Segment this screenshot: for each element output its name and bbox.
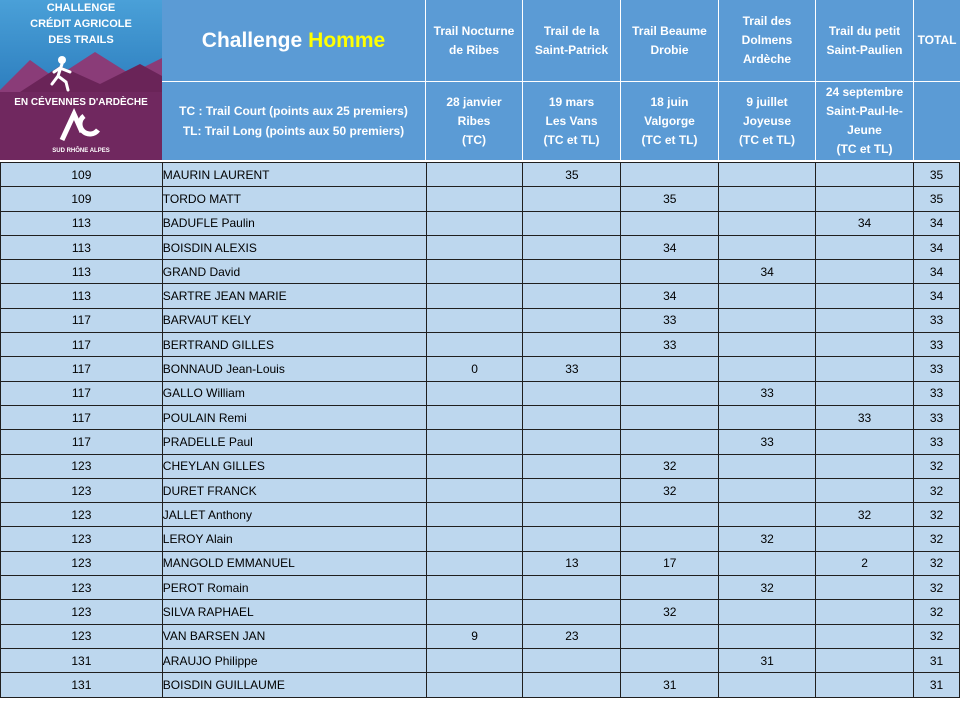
event-2-points-cell — [523, 527, 621, 551]
rank-cell: 117 — [1, 333, 163, 357]
event-5-points-cell — [816, 527, 914, 551]
total-points-cell: 33 — [913, 308, 959, 332]
event-1-details — [426, 82, 523, 160]
table-row — [1, 673, 960, 697]
event-4-points-cell — [719, 235, 816, 259]
event-4-points-cell — [719, 478, 816, 502]
event-5-points-cell: 2 — [816, 551, 914, 575]
rank-cell: 109 — [1, 163, 163, 187]
event-4-points-cell — [719, 624, 816, 648]
rank-cell: 117 — [1, 405, 163, 429]
event-3-points-cell: 33 — [621, 308, 719, 332]
event-1-points-cell — [426, 260, 523, 284]
event-4-points-cell — [719, 308, 816, 332]
rank-cell: 123 — [1, 503, 163, 527]
athlete-name-cell: BADUFLE Paulin — [162, 211, 426, 235]
event-1-points-cell — [426, 284, 523, 308]
event-2-points-cell — [523, 478, 621, 502]
event-1-points-cell — [426, 648, 523, 672]
event-4-points-cell — [719, 551, 816, 575]
logo-line-3: DES TRAILS — [48, 34, 114, 46]
rank-cell: 123 — [1, 600, 163, 624]
event-4-points-cell — [719, 600, 816, 624]
total-points-cell: 33 — [913, 381, 959, 405]
event-4-points-cell: 33 — [719, 430, 816, 454]
rank-cell: 113 — [1, 260, 163, 284]
table-header — [0, 0, 960, 160]
total-points-cell: 34 — [913, 235, 959, 259]
event-3-points-cell: 17 — [621, 551, 719, 575]
rank-cell: 117 — [1, 357, 163, 381]
title-main: Challenge — [201, 28, 303, 52]
total-points-cell: 32 — [913, 624, 959, 648]
athlete-name-cell: BERTRAND GILLES — [162, 333, 426, 357]
legend-tl: TL: Trail Long (points aux 50 premiers) — [182, 124, 405, 138]
rank-cell: 123 — [1, 576, 163, 600]
event-4-points-cell — [719, 405, 816, 429]
total-points-cell: 31 — [913, 648, 959, 672]
table-row — [1, 405, 960, 429]
event-1-name: Trail Nocturne de Ribes — [426, 0, 523, 82]
event-3-details — [621, 82, 719, 160]
total-points-cell: 32 — [913, 478, 959, 502]
event-5-points-cell: 34 — [816, 211, 914, 235]
event-4-type: (TC et TL) — [739, 132, 795, 147]
event-3-points-cell: 32 — [621, 454, 719, 478]
athlete-name-cell: PRADELLE Paul — [162, 430, 426, 454]
rank-cell: 117 — [1, 430, 163, 454]
event-4-points-cell: 31 — [719, 648, 816, 672]
athlete-name-cell: GALLO William — [162, 381, 426, 405]
logo-bank: SUD RHÔNE ALPES — [52, 148, 110, 154]
event-3-points-cell — [621, 357, 719, 381]
table-row — [1, 576, 960, 600]
athlete-name-cell: GRAND David — [162, 260, 426, 284]
event-4-points-cell — [719, 357, 816, 381]
rank-cell: 113 — [1, 211, 163, 235]
event-5-points-cell — [816, 235, 914, 259]
event-5-place: Saint-Paul-le-Jeune — [826, 104, 903, 137]
event-5-points-cell — [816, 673, 914, 697]
table-row — [1, 624, 960, 648]
athlete-name-cell: BOISDIN GUILLAUME — [162, 673, 426, 697]
event-1-place: Ribes — [457, 113, 491, 128]
event-3-name: Trail Beaume Drobie — [621, 0, 719, 82]
event-4-points-cell: 32 — [719, 527, 816, 551]
event-2-points-cell — [523, 211, 621, 235]
athlete-name-cell: SILVA RAPHAEL — [162, 600, 426, 624]
event-3-points-cell: 35 — [621, 187, 719, 211]
athlete-name-cell: TORDO MATT — [162, 187, 426, 211]
event-3-points-cell — [621, 260, 719, 284]
event-2-points-cell: 13 — [523, 551, 621, 575]
event-5-points-cell — [816, 357, 914, 381]
event-2-place: Les Vans — [545, 113, 598, 128]
standings-rows — [1, 163, 960, 698]
event-1-points-cell — [426, 405, 523, 429]
event-2-points-cell — [523, 260, 621, 284]
event-4-details — [719, 82, 816, 160]
event-5-type: (TC et TL) — [836, 142, 893, 156]
event-4-points-cell — [719, 187, 816, 211]
table-row — [1, 551, 960, 575]
rank-cell: 113 — [1, 284, 163, 308]
rank-cell: 131 — [1, 673, 163, 697]
event-1-points-cell — [426, 600, 523, 624]
title-accent: Homme — [308, 28, 386, 52]
athlete-name-cell: PEROT Romain — [162, 576, 426, 600]
table-row — [1, 503, 960, 527]
total-points-cell: 32 — [913, 454, 959, 478]
athlete-name-cell: BONNAUD Jean-Louis — [162, 357, 426, 381]
total-points-cell: 33 — [913, 357, 959, 381]
event-1-points-cell — [426, 333, 523, 357]
event-1-points-cell — [426, 527, 523, 551]
logo-line-4: EN CÉVENNES D'ARDÈCHE — [14, 97, 148, 108]
event-3-points-cell: 33 — [621, 333, 719, 357]
total-points-cell: 33 — [913, 405, 959, 429]
event-1-type: (TC) — [462, 132, 486, 147]
event-4-place: Joyeuse — [742, 113, 792, 128]
event-3-place: Valgorge — [644, 113, 695, 128]
scoring-legend — [162, 82, 426, 160]
total-points-cell: 32 — [913, 527, 959, 551]
total-points-cell: 32 — [913, 503, 959, 527]
event-3-points-cell: 34 — [621, 284, 719, 308]
event-4-points-cell — [719, 454, 816, 478]
legend-tc: TC : Trail Court (points aux 25 premiers) — [179, 104, 408, 118]
logo-line-2: CRÉDIT AGRICOLE — [30, 18, 132, 30]
athlete-name-cell: POULAIN Remi — [162, 405, 426, 429]
event-2-type: (TC et TL) — [543, 132, 600, 147]
table-row — [1, 600, 960, 624]
total-points-cell: 32 — [913, 576, 959, 600]
event-5-points-cell: 33 — [816, 405, 914, 429]
event-3-points-cell — [621, 405, 719, 429]
event-2-points-cell: 33 — [523, 357, 621, 381]
athlete-name-cell: SARTRE JEAN MARIE — [162, 284, 426, 308]
event-2-points-cell — [523, 430, 621, 454]
event-5-points-cell — [816, 308, 914, 332]
event-4-points-cell: 34 — [719, 260, 816, 284]
event-5-points-cell — [816, 478, 914, 502]
event-2-points-cell — [523, 600, 621, 624]
total-header: TOTAL — [914, 0, 960, 82]
event-5-points-cell — [816, 576, 914, 600]
table-row — [1, 454, 960, 478]
event-5-points-cell — [816, 381, 914, 405]
athlete-name-cell: BOISDIN ALEXIS — [162, 235, 426, 259]
logo-line-1: CHALLENGE — [46, 2, 116, 14]
event-3-points-cell — [621, 527, 719, 551]
event-2-points-cell — [523, 187, 621, 211]
event-1-points-cell — [426, 235, 523, 259]
event-1-points-cell — [426, 187, 523, 211]
event-1-points-cell — [426, 430, 523, 454]
event-2-points-cell — [523, 576, 621, 600]
event-4-points-cell — [719, 284, 816, 308]
athlete-name-cell: DURET FRANCK — [162, 478, 426, 502]
total-points-cell: 34 — [913, 284, 959, 308]
event-2-points-cell: 23 — [523, 624, 621, 648]
event-5-points-cell — [816, 648, 914, 672]
event-5-points-cell: 32 — [816, 503, 914, 527]
athlete-name-cell: ARAUJO Philippe — [162, 648, 426, 672]
table-row — [1, 648, 960, 672]
event-1-points-cell — [426, 576, 523, 600]
event-2-points-cell — [523, 284, 621, 308]
event-5-date: 24 septembre — [825, 85, 904, 99]
event-5-details — [816, 82, 914, 160]
event-3-points-cell: 32 — [621, 478, 719, 502]
event-5-name: Trail du petit Saint-Paulien — [816, 0, 914, 82]
table-row — [1, 163, 960, 187]
rank-cell: 123 — [1, 624, 163, 648]
event-4-points-cell — [719, 673, 816, 697]
table-row — [1, 333, 960, 357]
event-5-points-cell — [816, 454, 914, 478]
event-2-points-cell — [523, 235, 621, 259]
rank-cell: 117 — [1, 308, 163, 332]
athlete-name-cell: BARVAUT KELY — [162, 308, 426, 332]
total-points-cell: 32 — [913, 600, 959, 624]
event-2-points-cell — [523, 308, 621, 332]
challenge-logo — [0, 0, 162, 160]
event-2-points-cell — [523, 454, 621, 478]
total-points-cell: 32 — [913, 551, 959, 575]
event-4-points-cell: 33 — [719, 381, 816, 405]
table-row — [1, 381, 960, 405]
table-row — [1, 235, 960, 259]
event-4-points-cell — [719, 333, 816, 357]
event-2-points-cell — [523, 673, 621, 697]
table-row — [1, 430, 960, 454]
event-2-name: Trail de la Saint-Patrick — [523, 0, 621, 82]
event-2-points-cell — [523, 648, 621, 672]
athlete-name-cell: CHEYLAN GILLES — [162, 454, 426, 478]
rank-cell: 113 — [1, 235, 163, 259]
event-3-points-cell — [621, 648, 719, 672]
table-row — [1, 308, 960, 332]
event-2-points-cell: 35 — [523, 163, 621, 187]
event-4-points-cell — [719, 503, 816, 527]
total-points-cell: 33 — [913, 333, 959, 357]
event-4-points-cell — [719, 211, 816, 235]
event-3-date: 18 juin — [650, 94, 689, 109]
event-5-points-cell — [816, 333, 914, 357]
event-3-type: (TC et TL) — [641, 132, 698, 147]
event-5-points-cell — [816, 624, 914, 648]
table-row — [1, 478, 960, 502]
event-1-points-cell — [426, 308, 523, 332]
event-1-points-cell — [426, 211, 523, 235]
athlete-name-cell: VAN BARSEN JAN — [162, 624, 426, 648]
event-2-points-cell — [523, 405, 621, 429]
event-1-points-cell — [426, 163, 523, 187]
rank-cell: 123 — [1, 551, 163, 575]
rank-cell: 123 — [1, 478, 163, 502]
event-4-points-cell — [719, 163, 816, 187]
total-points-cell: 31 — [913, 673, 959, 697]
event-4-name: Trail des Dolmens Ardèche — [719, 0, 816, 82]
event-4-points-cell: 32 — [719, 576, 816, 600]
table-row — [1, 527, 960, 551]
event-3-points-cell — [621, 503, 719, 527]
total-points-cell: 34 — [913, 211, 959, 235]
event-4-date: 9 juillet — [746, 94, 788, 109]
event-1-points-cell — [426, 551, 523, 575]
event-2-details — [523, 82, 621, 160]
event-3-points-cell: 31 — [621, 673, 719, 697]
event-5-points-cell — [816, 430, 914, 454]
table-row — [1, 284, 960, 308]
total-points-cell: 33 — [913, 430, 959, 454]
rank-cell: 123 — [1, 454, 163, 478]
event-1-points-cell: 0 — [426, 357, 523, 381]
rank-cell: 117 — [1, 381, 163, 405]
event-3-points-cell: 34 — [621, 235, 719, 259]
page-title — [162, 0, 426, 82]
athlete-name-cell: MAURIN LAURENT — [162, 163, 426, 187]
event-2-points-cell — [523, 503, 621, 527]
event-5-points-cell — [816, 163, 914, 187]
total-header-blank — [914, 82, 960, 160]
event-2-date: 19 mars — [548, 94, 595, 109]
event-3-points-cell: 32 — [621, 600, 719, 624]
event-3-points-cell — [621, 430, 719, 454]
total-points-cell: 35 — [913, 163, 959, 187]
event-3-points-cell — [621, 624, 719, 648]
event-1-points-cell — [426, 503, 523, 527]
table-row — [1, 211, 960, 235]
event-5-points-cell — [816, 260, 914, 284]
event-1-points-cell — [426, 381, 523, 405]
event-1-date: 28 janvier — [446, 94, 502, 109]
event-1-points-cell — [426, 673, 523, 697]
event-1-points-cell — [426, 454, 523, 478]
event-3-points-cell — [621, 576, 719, 600]
athlete-name-cell: LEROY Alain — [162, 527, 426, 551]
event-1-points-cell: 9 — [426, 624, 523, 648]
event-1-points-cell — [426, 478, 523, 502]
athlete-name-cell: JALLET Anthony — [162, 503, 426, 527]
event-3-points-cell — [621, 163, 719, 187]
event-3-points-cell — [621, 211, 719, 235]
table-row — [1, 357, 960, 381]
standings-table — [0, 162, 960, 698]
table-row — [1, 260, 960, 284]
table-row — [1, 187, 960, 211]
event-5-points-cell — [816, 284, 914, 308]
event-3-points-cell — [621, 381, 719, 405]
rank-cell: 131 — [1, 648, 163, 672]
event-5-points-cell — [816, 187, 914, 211]
total-points-cell: 35 — [913, 187, 959, 211]
total-points-cell: 34 — [913, 260, 959, 284]
rank-cell: 123 — [1, 527, 163, 551]
event-2-points-cell — [523, 333, 621, 357]
athlete-name-cell: MANGOLD EMMANUEL — [162, 551, 426, 575]
rank-cell: 109 — [1, 187, 163, 211]
event-5-points-cell — [816, 600, 914, 624]
event-2-points-cell — [523, 381, 621, 405]
